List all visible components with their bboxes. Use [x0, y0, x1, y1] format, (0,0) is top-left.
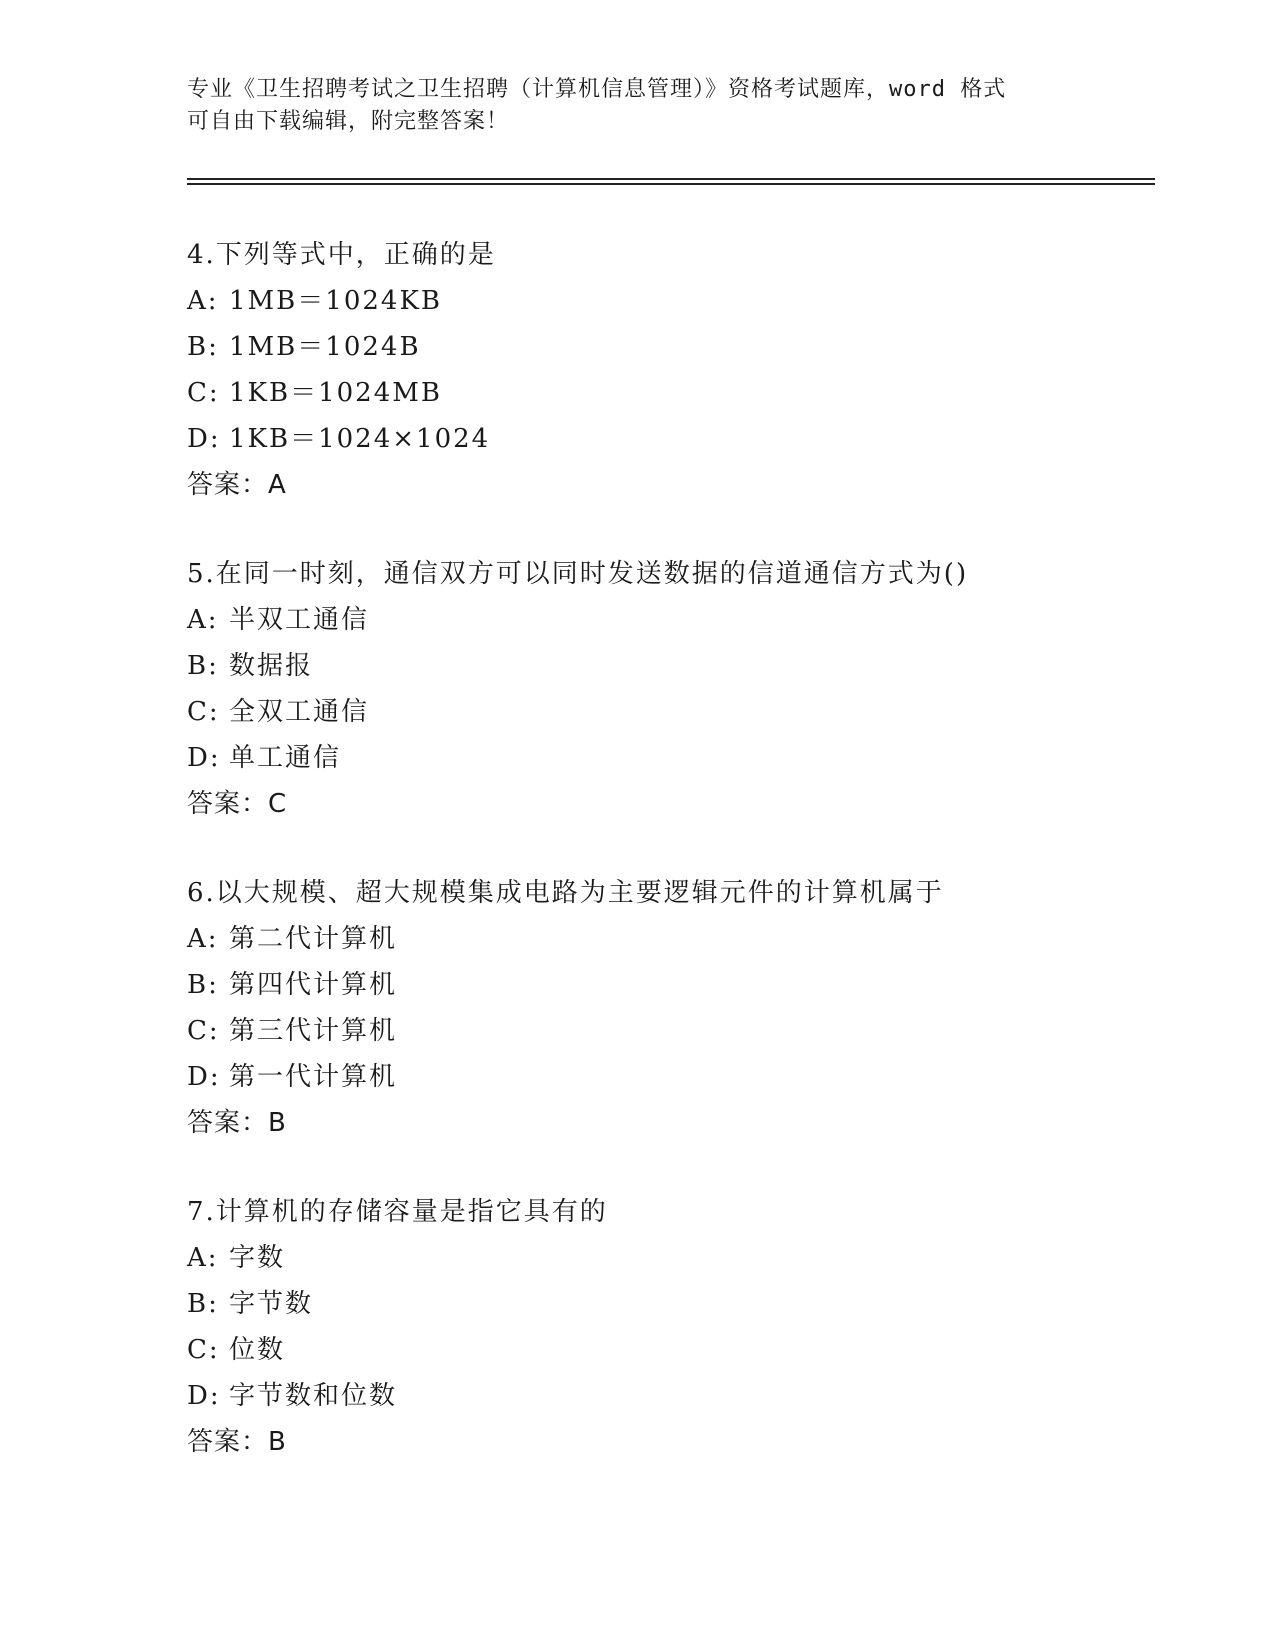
option-d [187, 1054, 1187, 1100]
option-c [187, 1008, 1187, 1054]
header-rule-top [187, 178, 1155, 180]
option-letter: A: [187, 1243, 219, 1273]
option-letter: D: [187, 1381, 221, 1411]
answer-line: 答案：C [187, 789, 288, 819]
option-letter: C: [187, 1335, 220, 1365]
question-title: 5.在同一时刻，通信双方可以同时发送数据的信道通信方式为() [187, 559, 969, 589]
option-text: 半双工通信 [229, 605, 370, 635]
option-a [187, 1235, 1187, 1281]
header-rule-bottom [187, 183, 1155, 185]
option-d [187, 416, 1187, 462]
question-4 [187, 232, 1187, 508]
option-b [187, 324, 1187, 370]
option-text: 字节数和位数 [229, 1381, 398, 1411]
option-text: 位数 [229, 1335, 286, 1365]
option-c [187, 689, 1187, 735]
option-a [187, 916, 1187, 962]
option-letter: D: [187, 1062, 221, 1092]
option-b [187, 1281, 1187, 1327]
document-header [187, 74, 1087, 138]
answer-line: 答案：A [187, 470, 287, 500]
option-text: 1KB＝1024×1024 [229, 424, 491, 454]
answer-line: 答案：B [187, 1427, 287, 1457]
option-text: 第一代计算机 [229, 1062, 398, 1092]
answer-line: 答案：B [187, 1108, 287, 1138]
option-text: 字数 [229, 1243, 286, 1273]
option-text: 第四代计算机 [229, 970, 398, 1000]
option-text: 数据报 [229, 651, 314, 681]
option-letter: C: [187, 697, 220, 727]
option-b [187, 643, 1187, 689]
question-7 [187, 1189, 1187, 1465]
option-text: 1MB＝1024KB [229, 286, 442, 316]
header-line-1: 专业《卫生招聘考试之卫生招聘（计算机信息管理）》资格考试题库，word 格式 [187, 77, 1007, 102]
option-letter: B: [187, 651, 219, 681]
option-text: 第三代计算机 [229, 1016, 398, 1046]
option-letter: B: [187, 1289, 219, 1319]
question-6 [187, 870, 1187, 1146]
question-title: 7.计算机的存储容量是指它具有的 [187, 1197, 608, 1227]
option-letter: A: [187, 605, 219, 635]
question-title: 6.以大规模、超大规模集成电路为主要逻辑元件的计算机属于 [187, 878, 944, 908]
question-title: 4.下列等式中，正确的是 [187, 240, 496, 270]
question-5 [187, 551, 1187, 827]
option-c [187, 1327, 1187, 1373]
option-text: 字节数 [229, 1289, 314, 1319]
option-a [187, 278, 1187, 324]
option-letter: C: [187, 1016, 220, 1046]
option-letter: D: [187, 743, 221, 773]
option-text: 单工通信 [229, 743, 342, 773]
option-d [187, 1373, 1187, 1419]
option-letter: A: [187, 286, 219, 316]
option-c [187, 370, 1187, 416]
header-line-2: 可自由下载编辑，附完整答案！ [187, 109, 510, 134]
option-text: 全双工通信 [229, 697, 370, 727]
option-a [187, 597, 1187, 643]
option-text: 第二代计算机 [229, 924, 398, 954]
option-b [187, 962, 1187, 1008]
option-letter: A: [187, 924, 219, 954]
option-d [187, 735, 1187, 781]
option-letter: D: [187, 424, 221, 454]
option-text: 1KB＝1024MB [229, 378, 442, 408]
option-letter: C: [187, 378, 220, 408]
option-text: 1MB＝1024B [229, 332, 421, 362]
option-letter: B: [187, 970, 219, 1000]
option-letter: B: [187, 332, 219, 362]
